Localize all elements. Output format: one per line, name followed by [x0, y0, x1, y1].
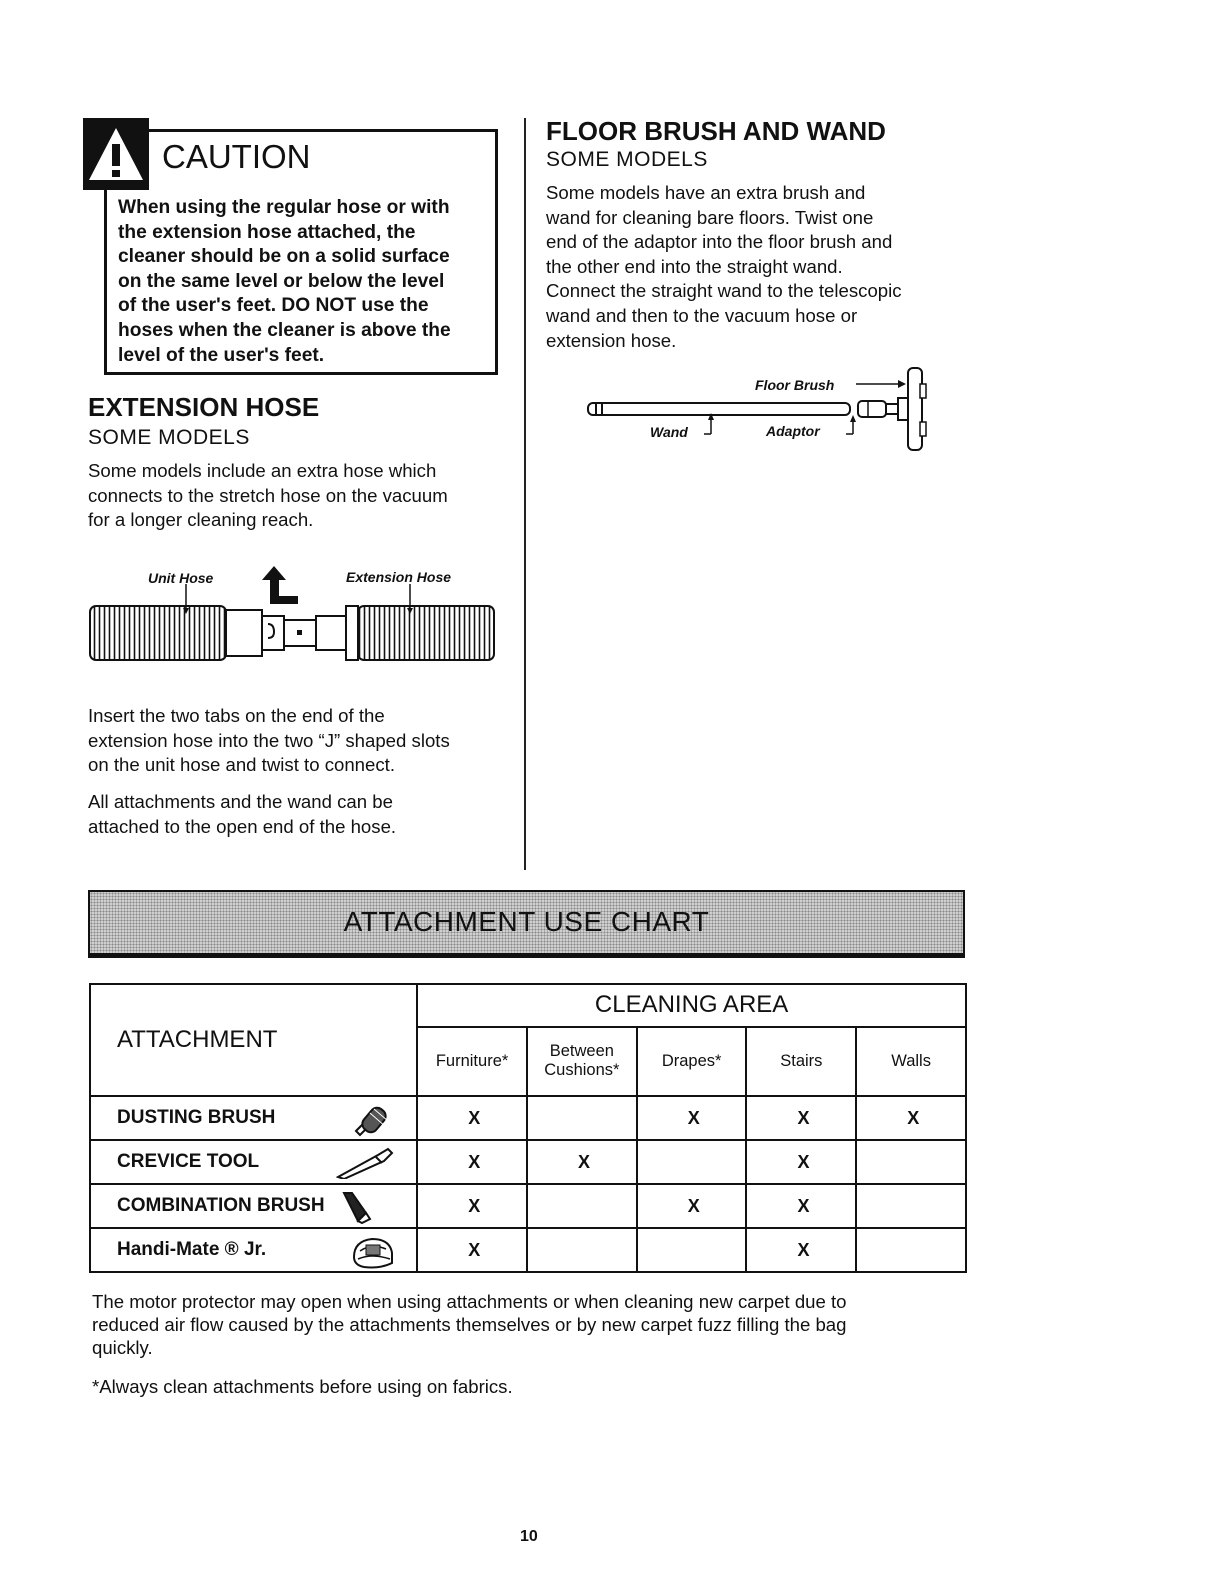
table-cell	[637, 1228, 747, 1272]
extension-hose-intro: Some models include an extra hose which connects to the stretch hose on the vacuum for a longer cleaning reach.	[88, 460, 448, 531]
table-row	[90, 1228, 966, 1272]
column-header-walls: Walls	[856, 1027, 966, 1096]
dusting-brush-icon	[352, 1101, 396, 1137]
caution-text: When using the regular hose or with the extension hose attached, the cleaner should be on a solid surface on the same level or below the level of the user's feet. DO NOT use the hoses when the cleaner is above the level of the user's feet.	[118, 197, 451, 366]
extension-hose-subheading: SOME MODELS	[88, 426, 250, 449]
table-row	[90, 1184, 966, 1228]
table-cell: X	[417, 1184, 527, 1228]
table-cell: X	[527, 1140, 637, 1184]
column-header-drapes: Drapes*	[637, 1027, 747, 1096]
table-cell	[637, 1140, 747, 1184]
table-row	[90, 1096, 966, 1140]
table-cell	[527, 1228, 637, 1272]
crevice-tool-icon	[336, 1145, 396, 1179]
table-cell: X	[637, 1096, 747, 1140]
table-cell	[856, 1228, 966, 1272]
table-cell: X	[746, 1228, 856, 1272]
attachment-name-cell	[90, 1096, 417, 1140]
column-header-stairs: Stairs	[746, 1027, 856, 1096]
attachment-name: DUSTING BRUSH	[117, 1107, 276, 1128]
column-divider	[524, 118, 526, 870]
attachment-use-table	[89, 983, 967, 1273]
table-cell: X	[856, 1096, 966, 1140]
extension-hose-label: Extension Hose	[346, 569, 452, 585]
combination-brush-icon	[338, 1189, 372, 1225]
fabric-footnote: *Always clean attachments before using on fabrics.	[92, 1376, 513, 1397]
table-cell	[856, 1140, 966, 1184]
attachment-name: CREVICE TOOL	[117, 1151, 260, 1172]
hose-connection-figure	[88, 562, 498, 672]
chart-title: ATTACHMENT USE CHART	[343, 905, 710, 937]
table-cell: X	[746, 1140, 856, 1184]
attachment-name: Handi-Mate ® Jr.	[117, 1239, 267, 1260]
floor-brush-subheading: SOME MODELS	[546, 148, 708, 171]
motor-protector-note: The motor protector may open when using attachments or when cleaning new carpet due to reduced air flow caused by the attachments themselves or by new carpet fuzz filling the bag quickly.	[92, 1291, 847, 1358]
table-cell: X	[637, 1184, 747, 1228]
handi-mate-icon	[350, 1233, 396, 1271]
floor-brush-label: Floor Brush	[755, 377, 835, 393]
adaptor-label: Adaptor	[766, 423, 820, 439]
table-cell: X	[746, 1184, 856, 1228]
extension-hose-instructions: Insert the two tabs on the end of the extension hose into the two “J” shaped slots on the unit hose and twist to connect.	[88, 705, 450, 776]
attachment-name-cell	[90, 1228, 417, 1272]
attachment-header: ATTACHMENT	[90, 984, 417, 1096]
floor-brush-wand-figure	[580, 354, 940, 464]
unit-hose-label: Unit Hose	[148, 570, 214, 586]
attachment-name-cell	[90, 1140, 417, 1184]
caution-title: CAUTION	[162, 138, 311, 175]
table-cell: X	[746, 1096, 856, 1140]
attachment-name-cell	[90, 1184, 417, 1228]
table-cell: X	[417, 1140, 527, 1184]
floor-brush-heading: FLOOR BRUSH AND WAND	[546, 116, 886, 146]
table-cell	[856, 1184, 966, 1228]
column-header-between-cushions: Between Cushions*	[527, 1027, 637, 1096]
extension-hose-note: All attachments and the wand can be attached to the open end of the hose.	[88, 791, 397, 837]
floor-brush-text: Some models have an extra brush and wand for cleaning bare floors. Twist one end of the adaptor into the floor brush and the other end into the straight wand. Connect the straight wand to the telescopic wand and then to the vacuum hose or extension hose.	[546, 182, 902, 351]
table-cell: X	[417, 1096, 527, 1140]
attachment-name: COMBINATION BRUSH	[117, 1195, 325, 1216]
table-cell	[527, 1096, 637, 1140]
table-cell	[527, 1184, 637, 1228]
warning-icon	[83, 118, 149, 190]
table-row	[90, 1140, 966, 1184]
cleaning-area-header: CLEANING AREA	[417, 984, 966, 1027]
wand-label: Wand	[650, 424, 688, 440]
page-number: 10	[520, 1528, 538, 1545]
column-header-furniture: Furniture*	[417, 1027, 527, 1096]
table-cell: X	[417, 1228, 527, 1272]
extension-hose-heading: EXTENSION HOSE	[88, 392, 320, 422]
